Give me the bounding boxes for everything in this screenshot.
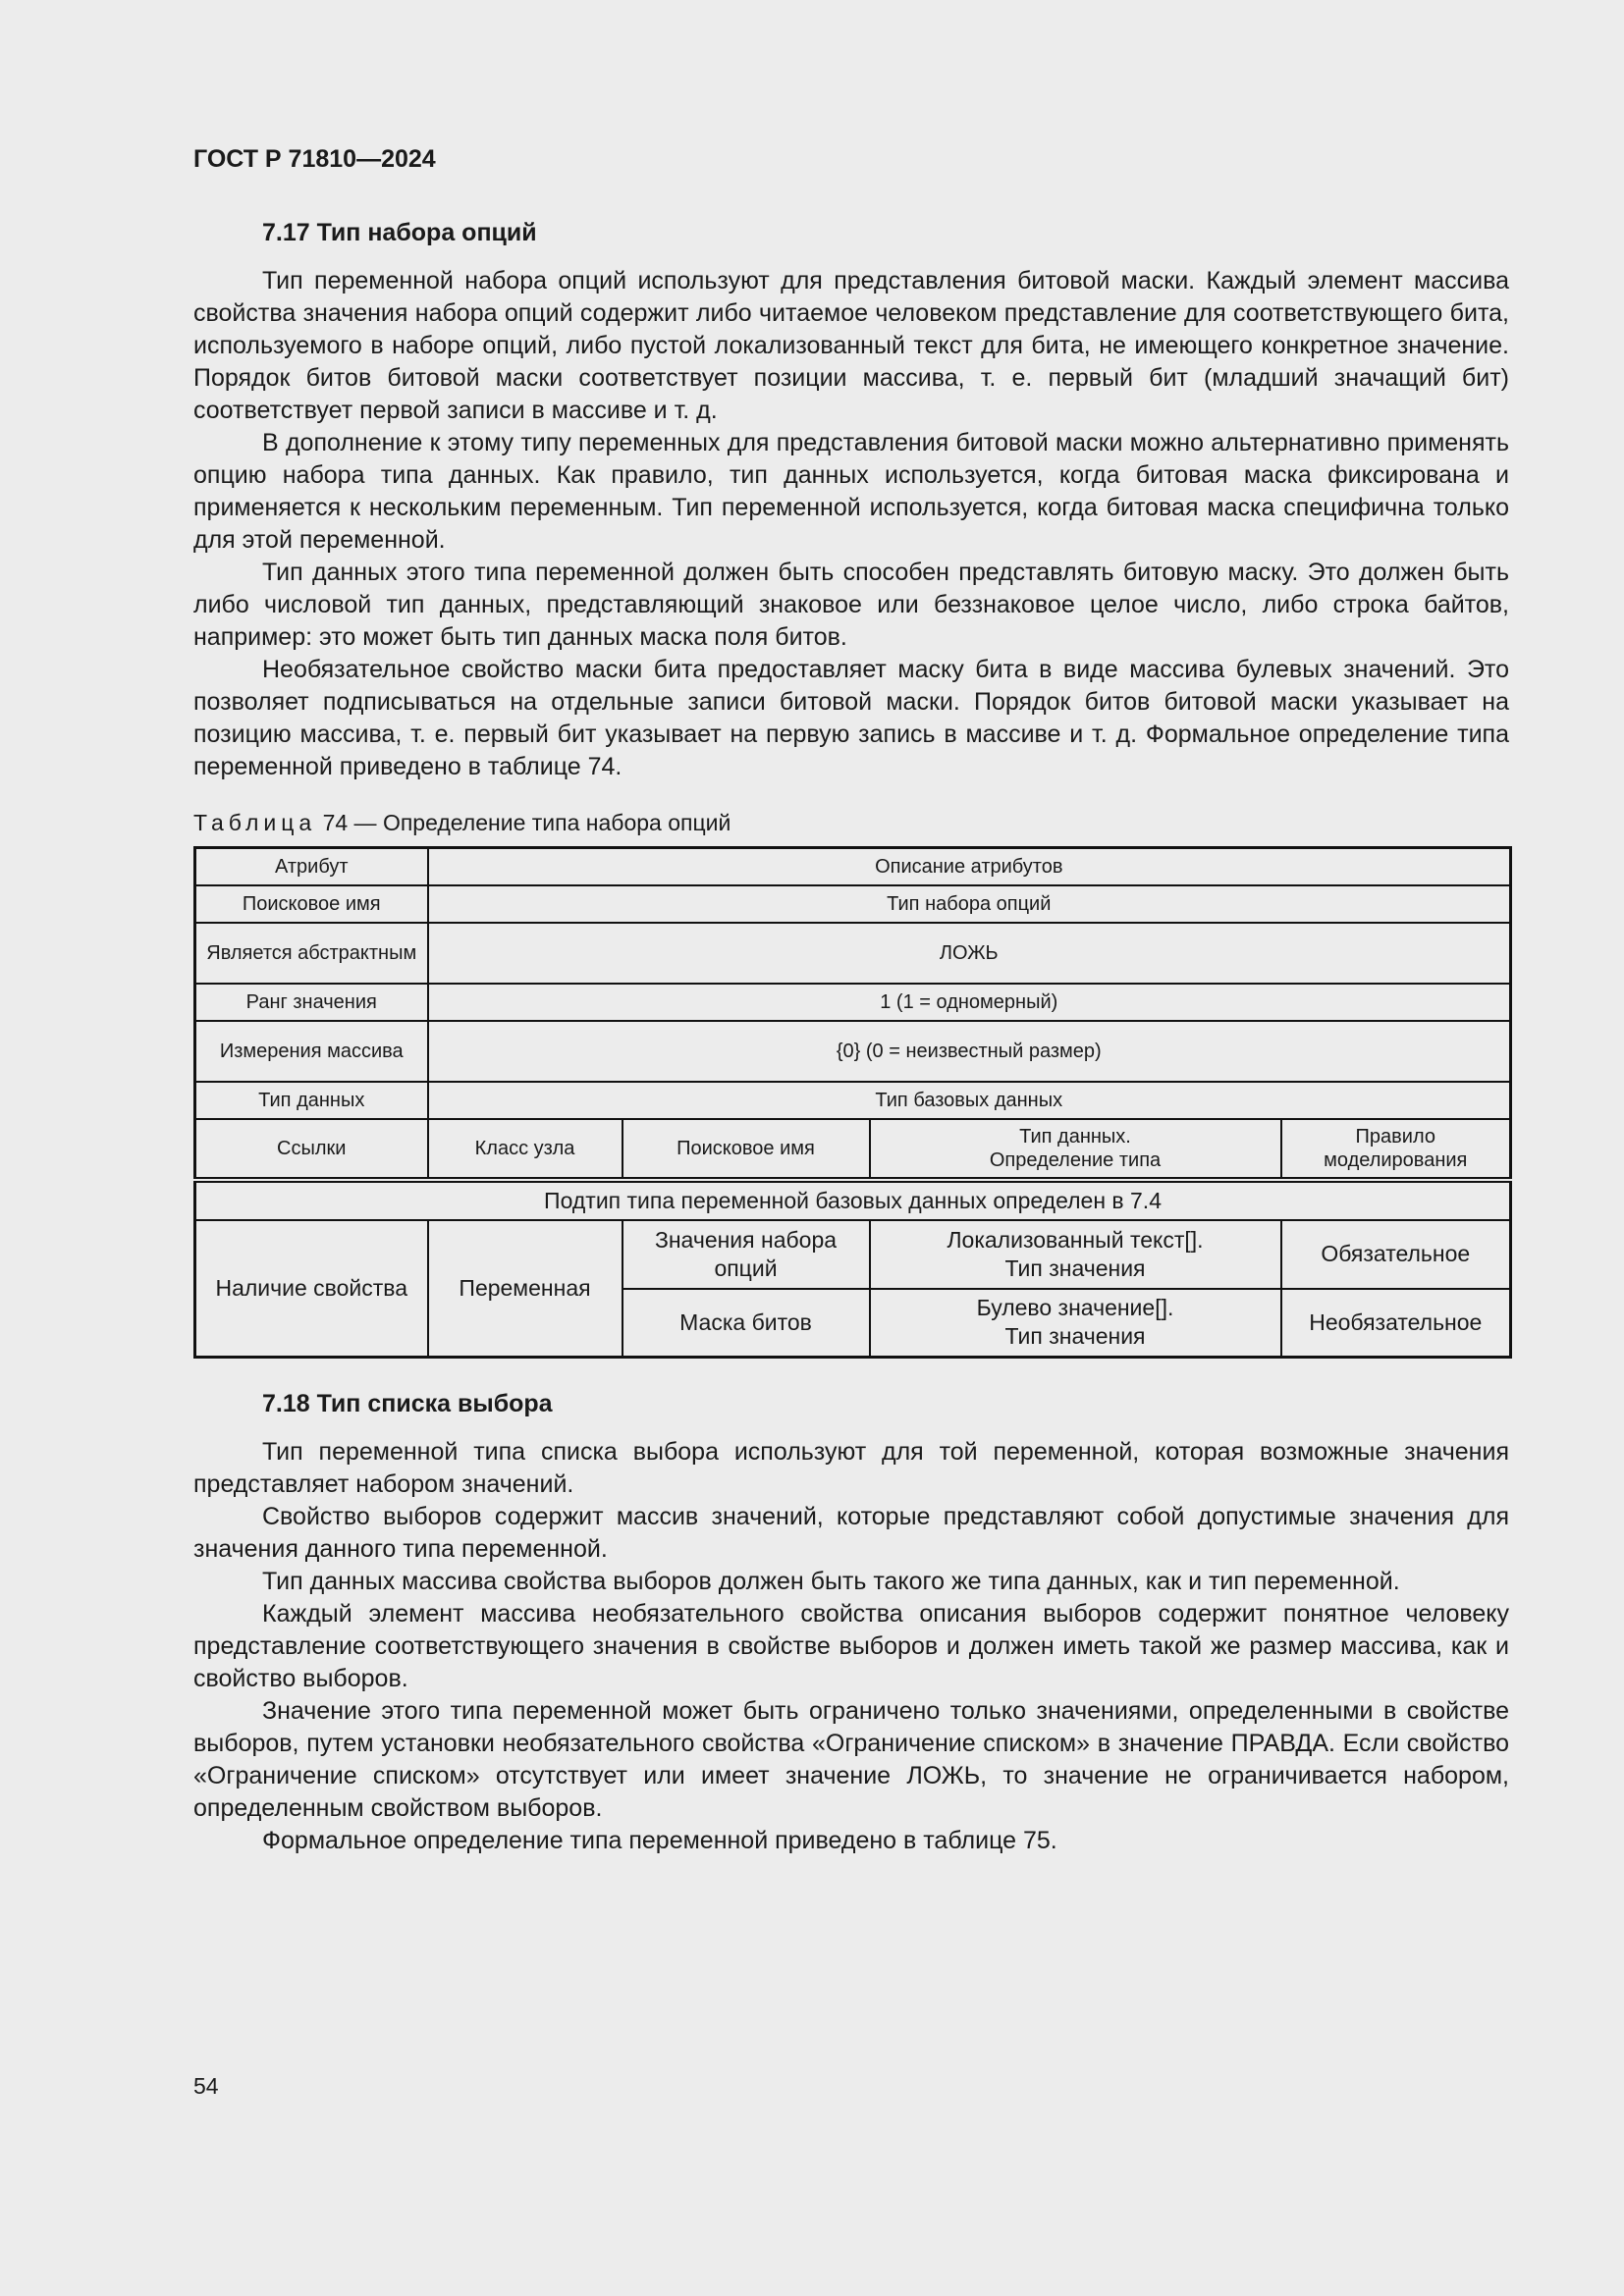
property-datatype-line2: Тип значения <box>1004 1255 1146 1281</box>
paragraph: Тип переменной набора опций используют для представления битовой маски. Каждый элемент массива свойства значения набора опций содержит либо читаемое человеком представление для соответствующего бита, используемого в наборе опций, либо пустой локализованный текст для бита, не имеющего конкретное значение. Порядок битов битовой маски соответствует позиции массива, т. е. первый бит (младший значащий бит) соответствует первой записи в массиве и т. д. <box>193 267 1509 424</box>
paragraph: Каждый элемент массива необязательного свойства описания выборов содержит понятное человеку представление соответствующего значения в свойстве выборов и должен иметь такой же размер массива, как и свойство выборов. <box>193 1600 1509 1692</box>
value-cell: Тип набора опций <box>428 885 1511 923</box>
attribute-cell: Является абстрактным <box>195 923 428 984</box>
datatype-header-line1: Тип данных. <box>1019 1125 1131 1148</box>
property-row <box>195 1220 1511 1289</box>
attribute-cell: Измерения массива <box>195 1021 428 1082</box>
table-caption <box>193 810 1509 836</box>
browse-name-header-cell: Поисковое имя <box>623 1119 870 1180</box>
value-cell: Тип базовых данных <box>428 1082 1511 1119</box>
property-rule-cell: Обязательное <box>1281 1220 1511 1289</box>
references-header-row <box>195 1119 1511 1180</box>
refs-header-cell: Ссылки <box>195 1119 428 1180</box>
datatype-header-cell <box>870 1119 1281 1180</box>
page-content <box>193 145 1509 1857</box>
section-title-7-17: 7.17 Тип набора опций <box>262 219 537 246</box>
paragraph: Тип переменной типа списка выбора используют для той переменной, которая возможные значения представляет набором значений. <box>193 1438 1509 1498</box>
subtype-note-row <box>195 1180 1511 1220</box>
property-rule-cell: Необязательное <box>1281 1289 1511 1358</box>
property-node-class-cell: Переменная <box>428 1220 623 1358</box>
subtype-note-cell: Подтип типа переменной базовых данных определен в 7.4 <box>195 1180 1511 1220</box>
node-class-header-cell: Класс узла <box>428 1119 623 1180</box>
table-row <box>195 984 1511 1021</box>
property-datatype-line1: Булево значение[]. <box>976 1295 1174 1321</box>
section-title-7-18: 7.18 Тип списка выбора <box>262 1390 553 1417</box>
page-number: 54 <box>193 2073 219 2099</box>
paragraph: В дополнение к этому типу переменных для представления битовой маски можно альтернативно применять опцию набора типа данных. Как правило, тип данных используется, когда битовая маска фиксирована и применяется к нескольким переменным. Тип переменной используется, когда битовая маска специфична только для этой переменной. <box>193 429 1509 554</box>
property-name-cell: Маска битов <box>623 1289 870 1358</box>
table-row <box>195 1021 1511 1082</box>
paragraph: Тип данных этого типа переменной должен быть способен представлять битовую маску. Это должен быть либо числовой тип данных, представляющий знаковое или беззнаковое целое число, либо строка байтов, например: это может быть тип данных маска поля битов. <box>193 559 1509 651</box>
paragraph: Тип данных массива свойства выборов должен быть такого же типа данных, как и тип переменной. <box>262 1568 1400 1595</box>
document-header: ГОСТ Р 71810—2024 <box>193 145 436 173</box>
table-caption-title: 74 — Определение типа набора опций <box>322 810 731 835</box>
table-caption-word: Таблица <box>193 810 317 835</box>
modelling-rule-header-cell: Правило моделирования <box>1281 1119 1511 1180</box>
header-cell-description: Описание атрибутов <box>428 848 1511 885</box>
paragraph: Необязательное свойство маски бита предоставляет маску бита в виде массива булевых значений. Это позволяет подписываться на отдельные записи битовой маски. Порядок битов битовой маски указывает на позицию массива, т. е. первый бит указывает на первую запись в массиве и т. д. Формальное определение типа переменной приведено в таблице 74. <box>193 656 1509 780</box>
property-datatype-line2: Тип значения <box>1004 1323 1146 1350</box>
table-header-row <box>195 848 1511 885</box>
attribute-cell: Ранг значения <box>195 984 428 1021</box>
datatype-header-line2: Определение типа <box>989 1148 1162 1171</box>
header-cell-attribute: Атрибут <box>195 848 428 885</box>
paragraph: Формальное определение типа переменной приведено в таблице 75. <box>262 1827 1057 1854</box>
table-row <box>195 885 1511 923</box>
table-row <box>195 923 1511 984</box>
attribute-cell: Поисковое имя <box>195 885 428 923</box>
property-name-cell: Значения набора опций <box>623 1220 870 1289</box>
property-datatype-cell <box>870 1289 1281 1358</box>
paragraph: Свойство выборов содержит массив значений, которые представляют собой допустимые значения для значения данного типа переменной. <box>193 1503 1509 1563</box>
property-datatype-line1: Локализованный текст[]. <box>947 1226 1204 1253</box>
table-row <box>195 1082 1511 1119</box>
property-ref-cell: Наличие свойства <box>195 1220 428 1358</box>
attribute-cell: Тип данных <box>195 1082 428 1119</box>
value-cell: ЛОЖЬ <box>428 923 1511 984</box>
attribute-table <box>193 846 1512 1359</box>
paragraph: Значение этого типа переменной может быть ограничено только значениями, определенными в свойстве выборов, путем установки необязательного свойства «Ограничение списком» в значение ПРАВДА. Если свойство «Ограничение списком» отсутствует или имеет значение ЛОЖЬ, то значение не ограничивается набором, определенным свойством выборов. <box>193 1697 1509 1822</box>
value-cell: 1 (1 = одномерный) <box>428 984 1511 1021</box>
property-datatype-cell <box>870 1220 1281 1289</box>
value-cell: {0} (0 = неизвестный размер) <box>428 1021 1511 1082</box>
